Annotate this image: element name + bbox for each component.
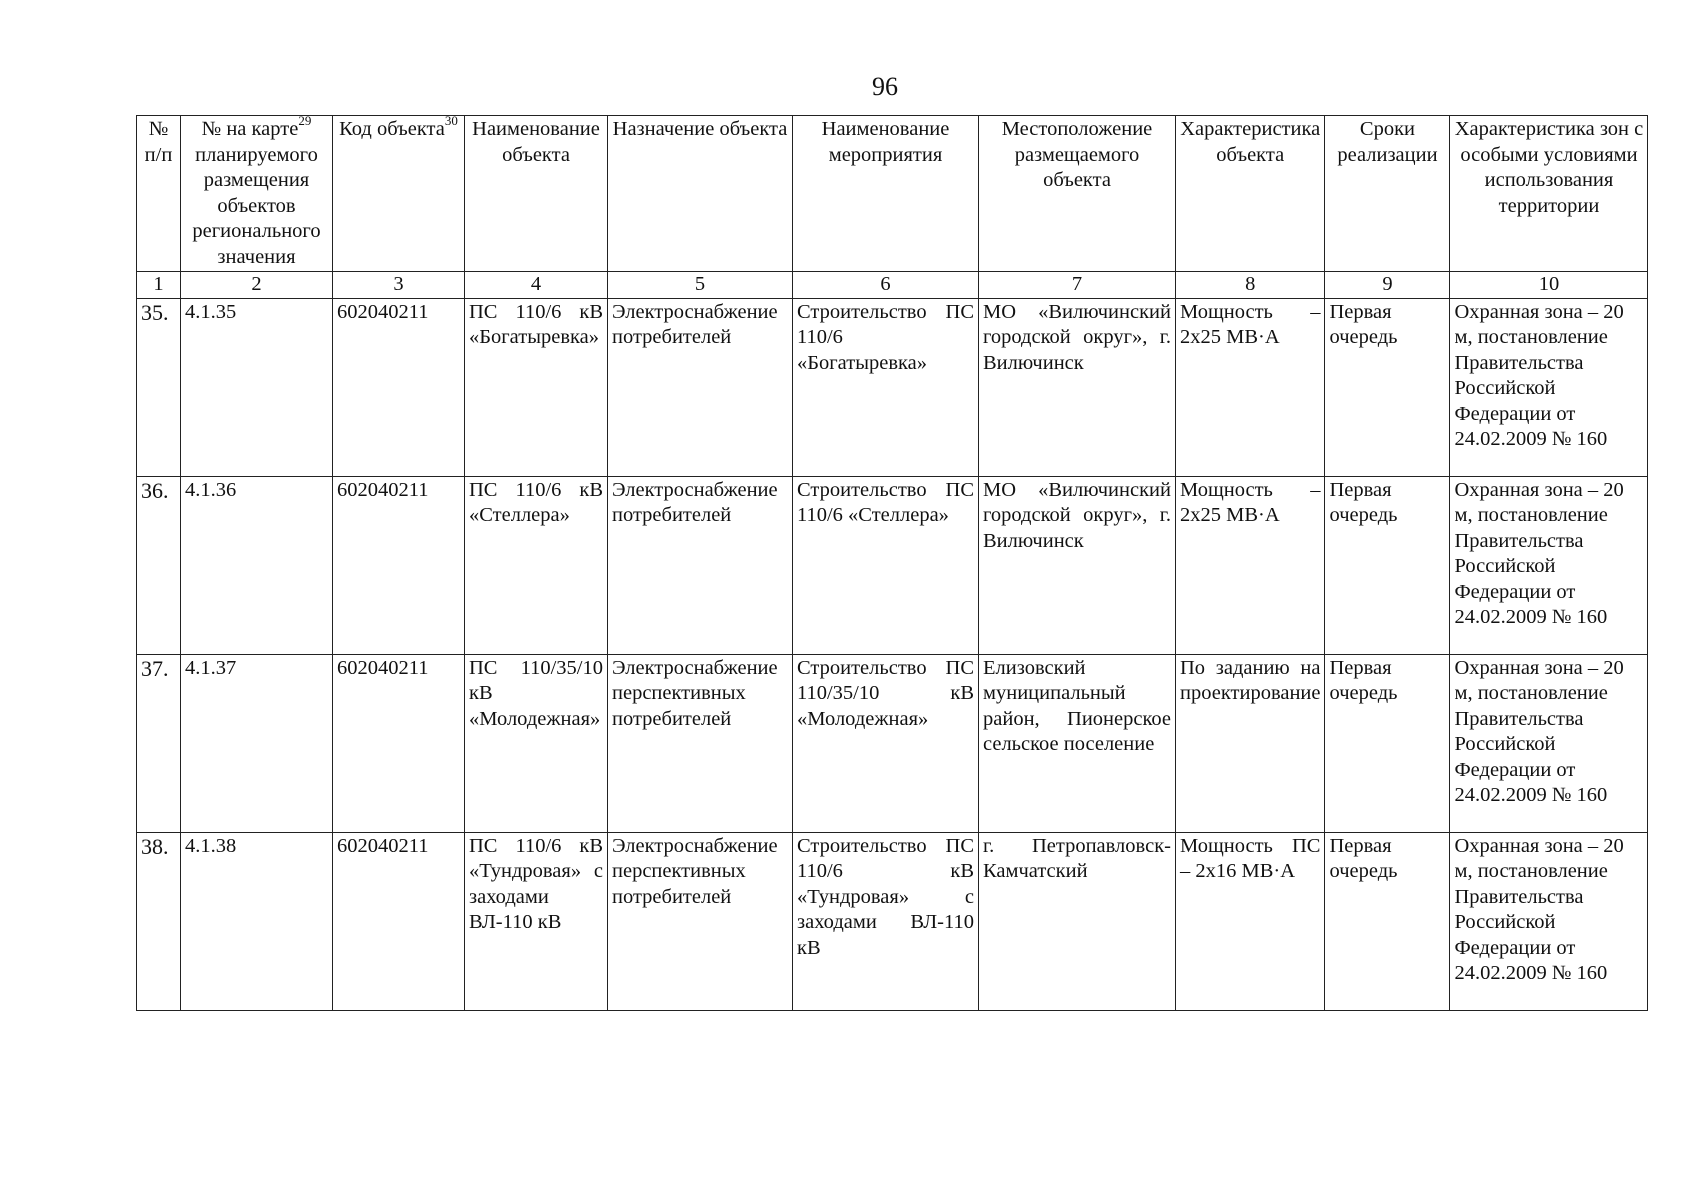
object-name: ПС 110/35/10 кВ «Молодежная» — [465, 654, 608, 832]
zone-characteristic: Охранная зона – 20 м, постановление Правительства Российской Федерации от 24.02.2009 № 160 — [1450, 298, 1648, 476]
column-number: 1 — [137, 272, 181, 299]
row-number: 36. — [137, 476, 181, 654]
header-map-no: № на карте$^{29}$ планируемого размещения объектов регионального значения — [181, 116, 333, 272]
object-purpose: Электроснабжение перспективных потребителей — [608, 654, 793, 832]
column-number: 5 — [608, 272, 793, 299]
table-row — [137, 476, 1648, 654]
table-row — [137, 298, 1648, 476]
header-activity: Наименование мероприятия — [793, 116, 979, 272]
object-code: 602040211 — [333, 298, 465, 476]
object-name: ПС 110/6 кВ «Стеллера» — [465, 476, 608, 654]
activity-name: Строительство ПС 110/6 кВ «Тундровая» с заходами ВЛ-110 кВ — [793, 832, 979, 1010]
object-characteristic: По заданию на проектирование — [1176, 654, 1325, 832]
header-num: № п/п — [137, 116, 181, 272]
object-code: 602040211 — [333, 832, 465, 1010]
header-location: Местоположение размещаемого объекта — [979, 116, 1176, 272]
map-number: 4.1.35 — [181, 298, 333, 476]
map-number: 4.1.38 — [181, 832, 333, 1010]
objects-table — [136, 115, 1648, 1011]
column-number: 6 — [793, 272, 979, 299]
zone-characteristic: Охранная зона – 20 м, постановление Правительства Российской Федерации от 24.02.2009 № 160 — [1450, 476, 1648, 654]
implementation-terms: Первая очередь — [1325, 832, 1450, 1010]
zone-characteristic: Охранная зона – 20 м, постановление Правительства Российской Федерации от 24.02.2009 № 160 — [1450, 654, 1648, 832]
zone-characteristic: Охранная зона – 20 м, постановление Правительства Российской Федерации от 24.02.2009 № 160 — [1450, 832, 1648, 1010]
object-characteristic: Мощность ПС – 2х16 МВ·А — [1176, 832, 1325, 1010]
column-number: 8 — [1176, 272, 1325, 299]
object-purpose: Электроснабжение потребителей — [608, 476, 793, 654]
header-zones: Характеристика зон с особыми условиями использования территории — [1450, 116, 1648, 272]
column-number-row — [137, 272, 1648, 299]
header-terms: Сроки реализации — [1325, 116, 1450, 272]
implementation-terms: Первая очередь — [1325, 298, 1450, 476]
row-number: 35. — [137, 298, 181, 476]
table-row — [137, 832, 1648, 1010]
object-location: Елизовский муниципальный район, Пионерское сельское поселение — [979, 654, 1176, 832]
object-location: г. Петропавловск-Камчатский — [979, 832, 1176, 1010]
object-characteristic: Мощность – 2х25 МВ·А — [1176, 476, 1325, 654]
column-number: 10 — [1450, 272, 1648, 299]
map-number: 4.1.36 — [181, 476, 333, 654]
header-code: Код объекта$^{30}$ — [333, 116, 465, 272]
column-number: 9 — [1325, 272, 1450, 299]
activity-name: Строительство ПС 110/35/10 кВ «Молодежная» — [793, 654, 979, 832]
object-code: 602040211 — [333, 654, 465, 832]
table-row — [137, 654, 1648, 832]
object-location: МО «Вилючинский городской округ», г. Вилючинск — [979, 298, 1176, 476]
page-number: 96 — [872, 72, 898, 101]
object-code: 602040211 — [333, 476, 465, 654]
column-number: 2 — [181, 272, 333, 299]
footnote-ref-30: 30 — [444, 113, 458, 129]
header-row — [137, 116, 1648, 272]
implementation-terms: Первая очередь — [1325, 654, 1450, 832]
column-number: 4 — [465, 272, 608, 299]
header-purpose: Назначение объекта — [608, 116, 793, 272]
object-location: МО «Вилючинский городской округ», г. Вилючинск — [979, 476, 1176, 654]
object-name: ПС 110/6 кВ «Богатыревка» — [465, 298, 608, 476]
activity-name: Строительство ПС 110/6 «Стеллера» — [793, 476, 979, 654]
footnote-ref-29: 29 — [298, 113, 312, 129]
row-number: 38. — [137, 832, 181, 1010]
object-purpose: Электроснабжение потребителей — [608, 298, 793, 476]
object-characteristic: Мощность – 2х25 МВ·А — [1176, 298, 1325, 476]
object-purpose: Электроснабжение перспективных потребителей — [608, 832, 793, 1010]
row-number: 37. — [137, 654, 181, 832]
map-number: 4.1.37 — [181, 654, 333, 832]
header-characteristic: Характеристика объекта — [1176, 116, 1325, 272]
column-number: 3 — [333, 272, 465, 299]
object-name: ПС 110/6 кВ «Тундровая» с заходами ВЛ-110 кВ — [465, 832, 608, 1010]
column-number: 7 — [979, 272, 1176, 299]
activity-name: Строительство ПС 110/6 «Богатыревка» — [793, 298, 979, 476]
header-name: Наименование объекта — [465, 116, 608, 272]
implementation-terms: Первая очередь — [1325, 476, 1450, 654]
